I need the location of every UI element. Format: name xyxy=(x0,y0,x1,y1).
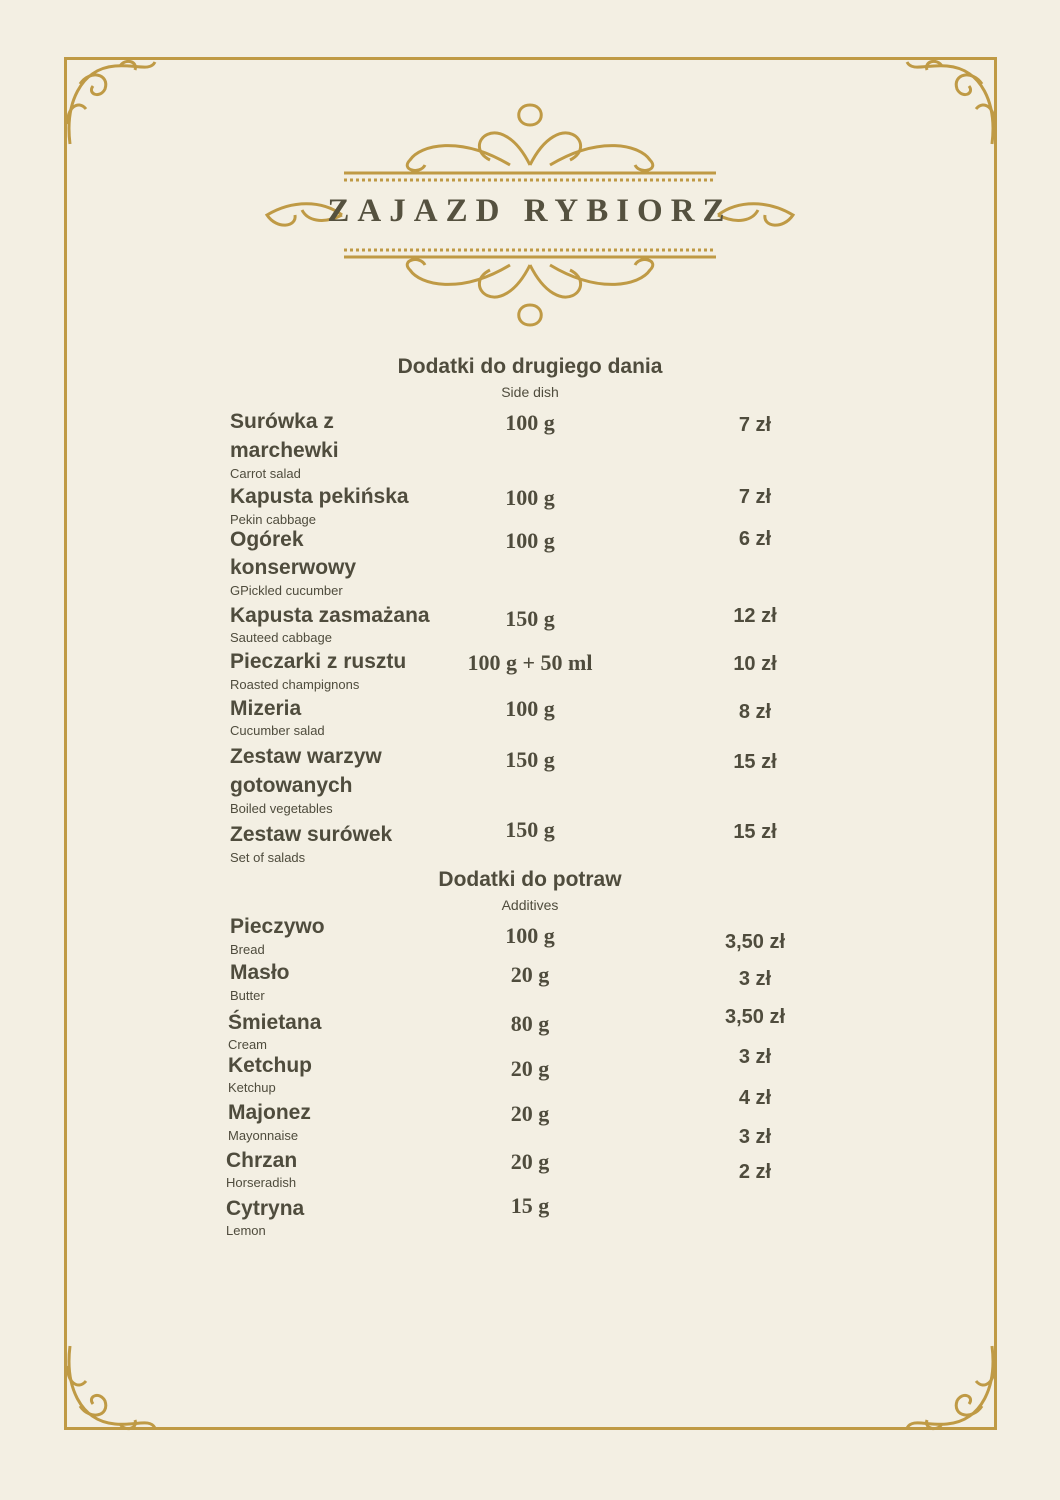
item-price: 3,50 zł xyxy=(724,931,786,953)
section-heading: Dodatki do drugiego dania xyxy=(397,355,663,378)
section-subheading: Side dish xyxy=(501,384,559,400)
item-description: Horseradish xyxy=(226,1175,297,1190)
item-description: Sauteed cabbage xyxy=(230,630,332,645)
item-price: 7 zł xyxy=(738,486,772,508)
item-weight: 100 g xyxy=(505,410,555,435)
item-price: 2 zł xyxy=(738,1161,772,1183)
item-name: Pieczarki z rusztu xyxy=(230,650,407,673)
item-weight: 100 g xyxy=(505,923,555,948)
item-description: Cucumber salad xyxy=(230,723,325,738)
item-price: 15 zł xyxy=(733,751,777,773)
corner-ornament-icon xyxy=(60,1336,160,1436)
item-description: Butter xyxy=(230,988,265,1003)
item-description: Roasted champignons xyxy=(230,677,360,692)
item-name: Majonez xyxy=(228,1101,311,1124)
item-description: Carrot salad xyxy=(230,466,301,481)
item-description: GPickled cucumber xyxy=(230,583,343,598)
item-name: gotowanych xyxy=(230,774,353,797)
item-price: 3 zł xyxy=(738,1046,772,1068)
item-name: Kapusta zasmażana xyxy=(230,604,430,627)
corner-ornament-icon xyxy=(902,54,1002,154)
item-weight: 150 g xyxy=(505,817,555,842)
item-weight: 150 g xyxy=(505,606,555,631)
item-weight: 20 g xyxy=(510,1149,550,1174)
item-price: 15 zł xyxy=(733,821,777,843)
item-weight: 100 g xyxy=(505,696,555,721)
item-price: 10 zł xyxy=(733,653,777,675)
item-description: Cream xyxy=(228,1037,268,1052)
item-name: Pieczywo xyxy=(230,915,325,938)
item-weight: 20 g xyxy=(510,962,550,987)
item-weight: 100 g xyxy=(505,485,555,510)
item-weight: 20 g xyxy=(510,1101,550,1126)
section-subheading: Additives xyxy=(501,897,559,913)
item-name: Mizeria xyxy=(230,697,302,720)
section-heading: Dodatki do potraw xyxy=(438,868,622,891)
item-name: Masło xyxy=(230,961,290,984)
item-price: 3 zł xyxy=(738,968,772,990)
corner-ornament-icon xyxy=(60,54,160,154)
item-price: 12 zł xyxy=(733,605,777,627)
item-name: Chrzan xyxy=(226,1149,298,1172)
item-weight: 150 g xyxy=(505,747,555,772)
item-name: Zestaw warzyw xyxy=(230,745,382,768)
item-description: Ketchup xyxy=(228,1080,276,1095)
item-price: 6 zł xyxy=(738,528,772,550)
item-description: Pekin cabbage xyxy=(230,512,317,527)
item-description: Lemon xyxy=(226,1223,266,1238)
item-name: Śmietana xyxy=(228,1011,322,1034)
item-name: Zestaw surówek xyxy=(230,823,393,846)
item-weight: 100 g xyxy=(505,528,555,553)
item-weight: 100 g + 50 ml xyxy=(467,650,593,675)
item-description: Set of salads xyxy=(230,850,306,865)
item-weight: 15 g xyxy=(510,1193,550,1218)
item-price: 4 zł xyxy=(738,1087,772,1109)
item-name: Ogórek xyxy=(230,528,304,551)
restaurant-title: ZAJAZD RYBIORZ xyxy=(327,193,733,229)
item-name: Ketchup xyxy=(228,1054,312,1077)
item-weight: 20 g xyxy=(510,1056,550,1081)
item-name: Kapusta pekińska xyxy=(230,485,409,508)
item-weight: 80 g xyxy=(510,1011,550,1036)
item-description: Boiled vegetables xyxy=(230,801,333,816)
item-name: Surówka z xyxy=(230,410,334,433)
item-description: Bread xyxy=(230,942,265,957)
item-price: 8 zł xyxy=(738,701,772,723)
item-name: Cytryna xyxy=(226,1197,305,1220)
item-name: marchewki xyxy=(230,439,339,462)
item-description: Mayonnaise xyxy=(228,1128,299,1143)
item-name: konserwowy xyxy=(230,556,357,579)
item-price: 3,50 zł xyxy=(724,1006,786,1028)
corner-ornament-icon xyxy=(902,1336,1002,1436)
item-price: 3 zł xyxy=(738,1126,772,1148)
item-price: 7 zł xyxy=(738,414,772,436)
